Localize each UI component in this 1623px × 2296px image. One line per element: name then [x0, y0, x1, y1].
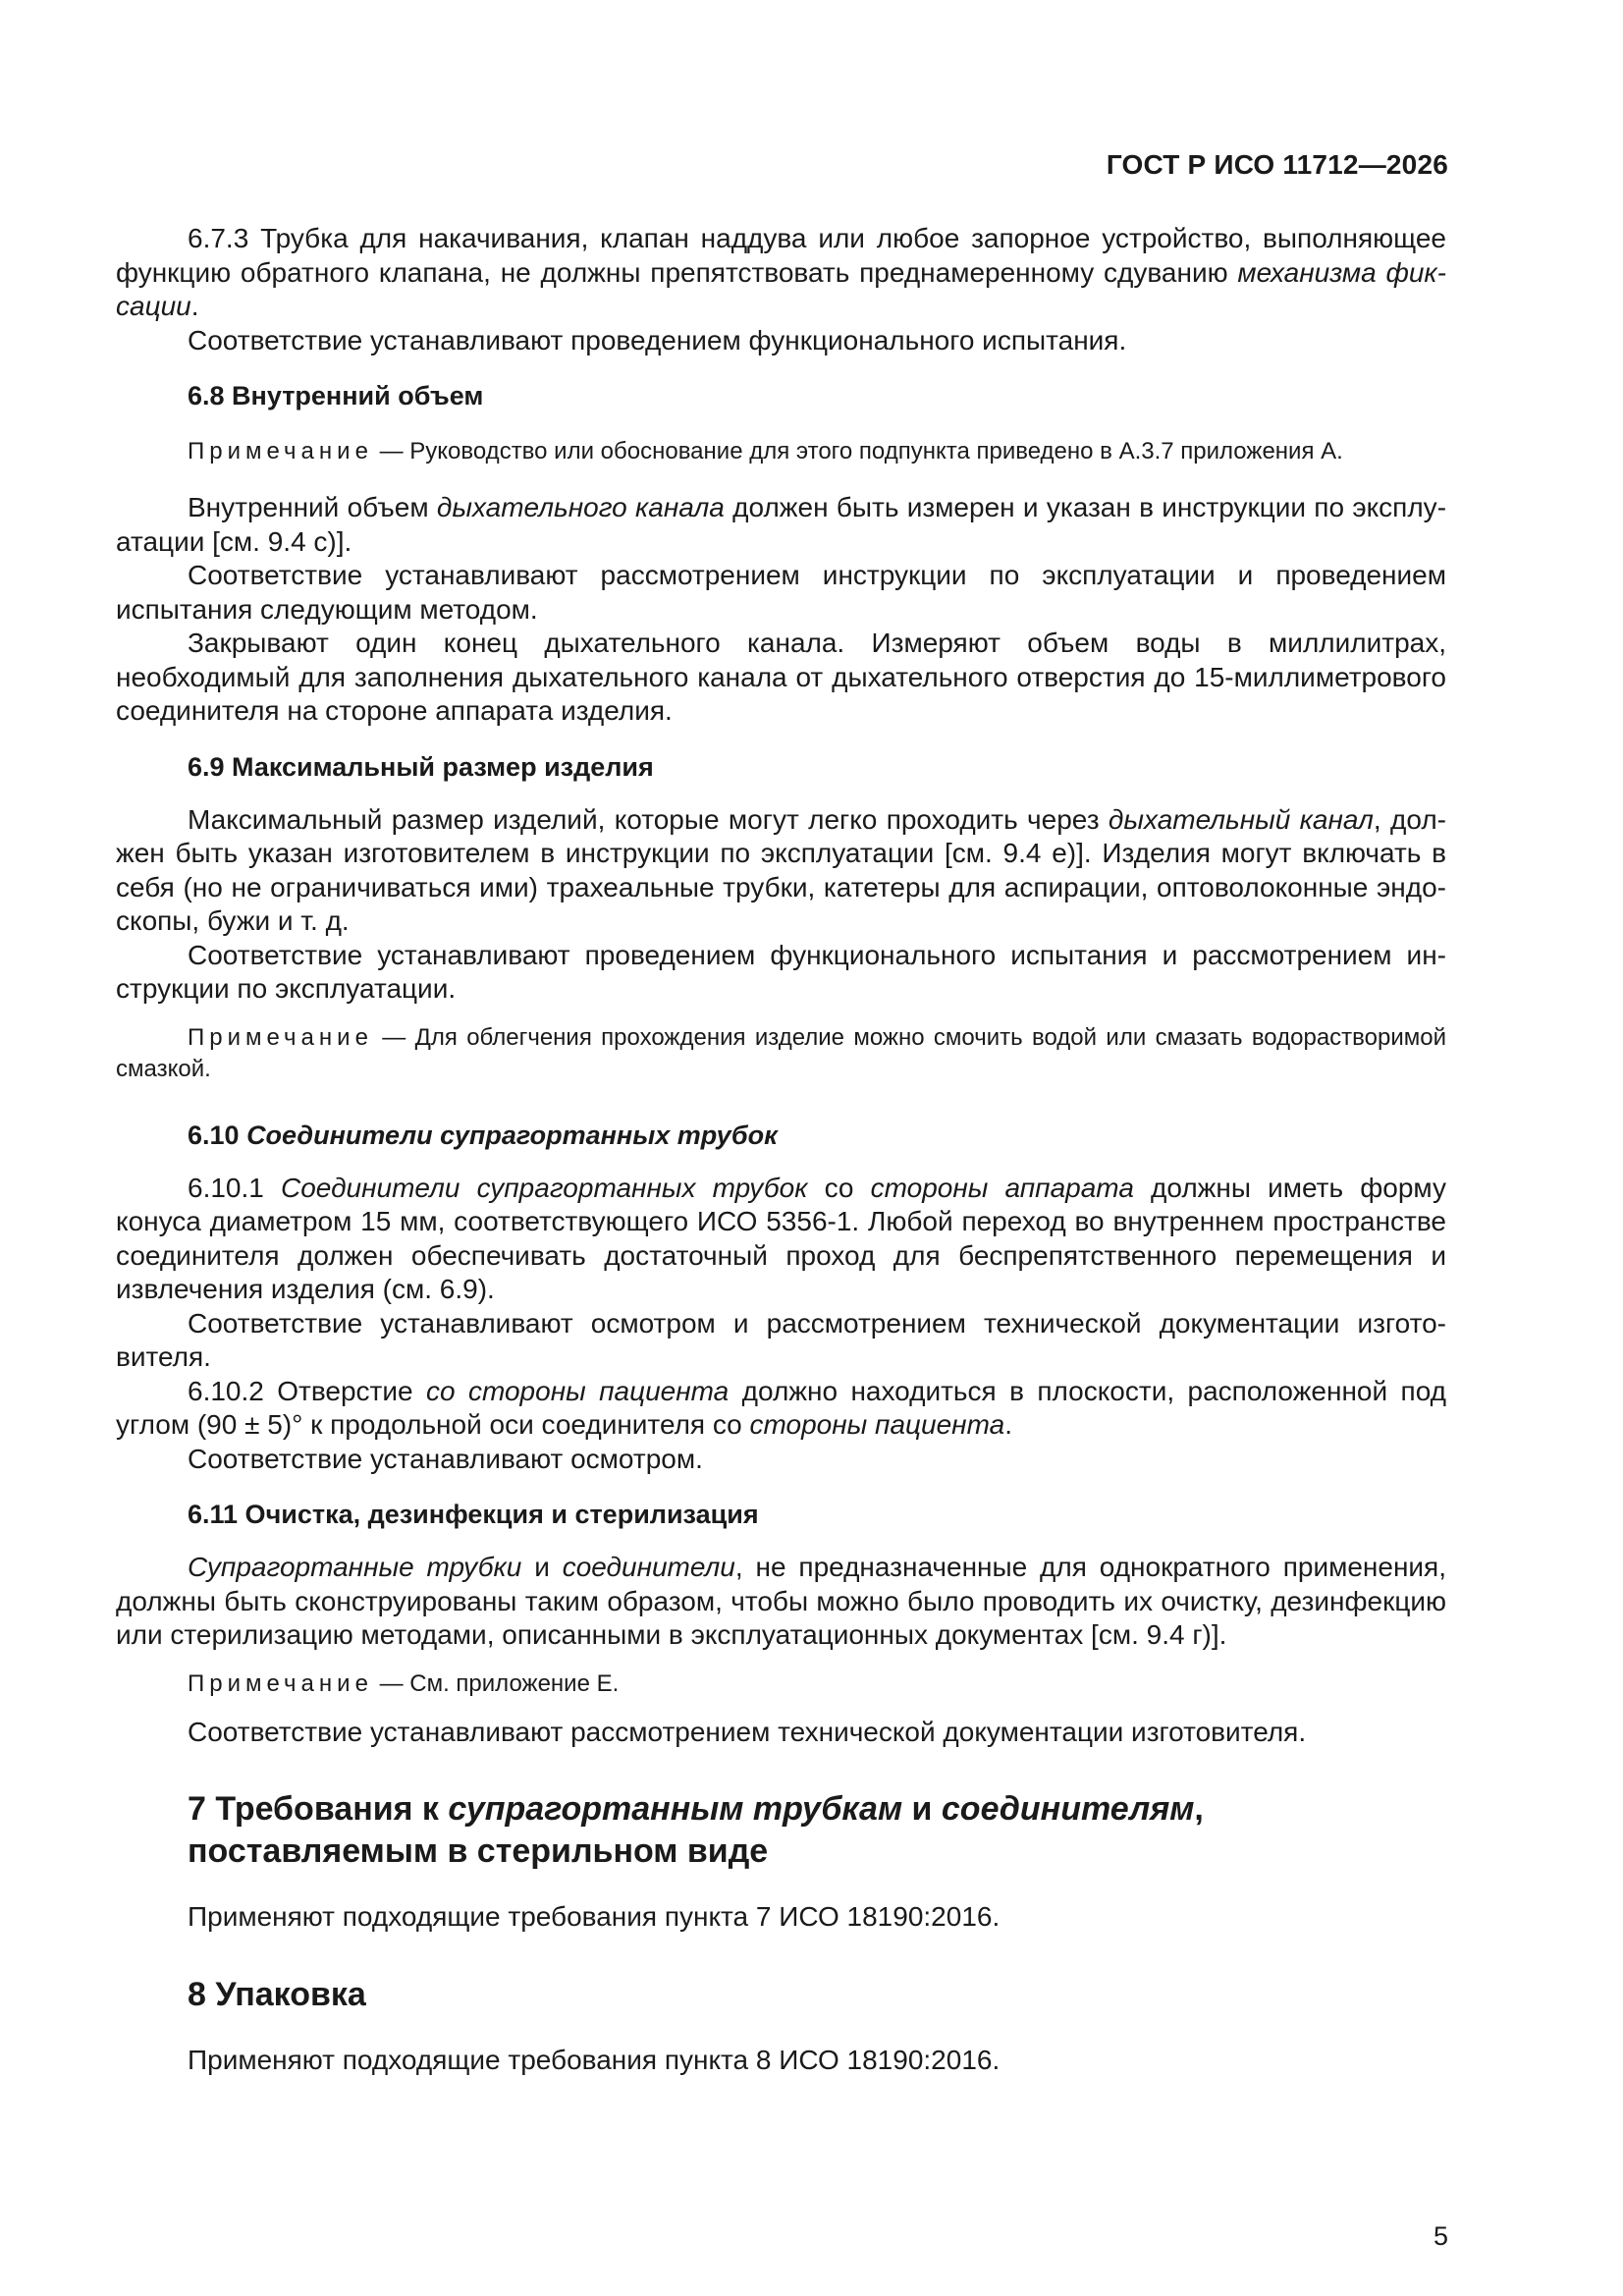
heading-section-7: 7 Требования к супрагортанным трубкам и соединителям, поставляемым в стерильном виде [188, 1790, 1204, 1870]
paragraph-section-8: Применяют подходящие требования пункта 8 ИСО 18190:2016. [188, 2044, 1001, 2075]
paragraph-6-10-2-conformity: Соответствие устанавливают осмотром. [188, 1443, 703, 1474]
heading-section-8: 8 Упаковка [188, 1975, 366, 2013]
heading-6-8: 6.8 Внутренний объем [188, 381, 484, 410]
paragraph-6-11-conformity: Соответствие устанавливают рассмотрением технической документации изготовителя. [188, 1716, 1307, 1747]
paragraph-6-10-2: 6.10.2 Отверстие со стороны пациента должно находиться в плоскости, расположенной под углом (90 ± 5)° к продольной оси соединителя со стороны пациента. [116, 1375, 1446, 1440]
paragraph-6-7-3-conformity: Соответствие устанавливают проведением функционального испытания. [188, 324, 1127, 355]
paragraph-6-9-1: Максимальный размер изделий, которые могут легко проходить через дыхательный канал, должен быть указан изготовителем в инструкции по эксплуатации [см. 9.4 е)]. Изделия могут включать в себя (но не ограничиваться ими) трахеальные трубки, катетеры для аспирации, оптоволоконные эндоскопы, бужи и т. д. [116, 803, 1446, 936]
paragraph-6-10-1: 6.10.1 Соединители супрагортанных трубок со стороны аппарата должны иметь форму конуса диаметром 15 мм, соответствующего ИСО 5356-1. Любой переход во внутреннем пространстве соединителя должен обеспечивать достаточный проход для беспрепятственного перемещения и извлечения изделия (см. 6.9). [116, 1172, 1446, 1304]
heading-6-9: 6.9 Максимальный размер изделия [188, 751, 654, 782]
paragraph-6-8-3: Закрывают один конец дыхательного канала. Измеряют объем воды в миллилитрах, необходимый для заполнения дыхательного канала от дыхательного отверстия до 15-миллиметрового соединителя на стороне аппарата изделия. [116, 628, 1446, 726]
note-6-8: Примечание — Руководство или обоснование для этого подпункта приведено в А.3.7 приложения А. [188, 438, 1343, 465]
document-body [116, 222, 1446, 2077]
paragraph-6-8-2: Соответствие устанавливают рассмотрением инструкции по эксплуатации и проведением испытания следующим методом. [116, 560, 1446, 625]
heading-6-10: 6.10 Соединители супрагортанных трубок [188, 1120, 778, 1150]
heading-6-11: 6.11 Очистка, дезинфекция и стерилизация [188, 1500, 759, 1529]
paragraph-6-8-1: Внутренний объем дыхательного канала должен быть измерен и указан в инструкции по эксплуатации [см. 9.4 с)]. [116, 492, 1447, 557]
page-number: 5 [1433, 2221, 1448, 2251]
paragraph-6-7-3: 6.7.3 Трубка для накачивания, клапан наддува или любое запорное устройство, выполняющее функцию обратного клапана, не должны препятствовать преднамеренному сдуванию механизма фиксации. [116, 223, 1446, 321]
note-6-11: Примечание — См. приложение Е. [188, 1669, 620, 1697]
note-6-9: Примечание — Для облегчения прохождения изделие можно смочить водой или смазать водорастворимой смазкой. [116, 1023, 1446, 1082]
paragraph-section-7: Применяют подходящие требования пункта 7 ИСО 18190:2016. [188, 1901, 1001, 1932]
paragraph-6-11-1: Супрагортанные трубки и соединители, не предназначенные для однократного применения, должны быть сконструированы таким образом, чтобы можно было проводить их очистку, дезинфекцию или стерилизацию методами, описанными в эксплуатационных документах [см. 9.4 г)]. [116, 1552, 1446, 1650]
paragraph-6-9-2: Соответствие устанавливают проведением функционального испытания и рассмотрением инструкции по эксплуатации. [116, 939, 1446, 1004]
paragraph-6-10-1-conformity: Соответствие устанавливают осмотром и рассмотрением технической документации изготовителя. [116, 1307, 1446, 1372]
document-header: ГОСТ Р ИСО 11712—2026 [1106, 149, 1448, 180]
